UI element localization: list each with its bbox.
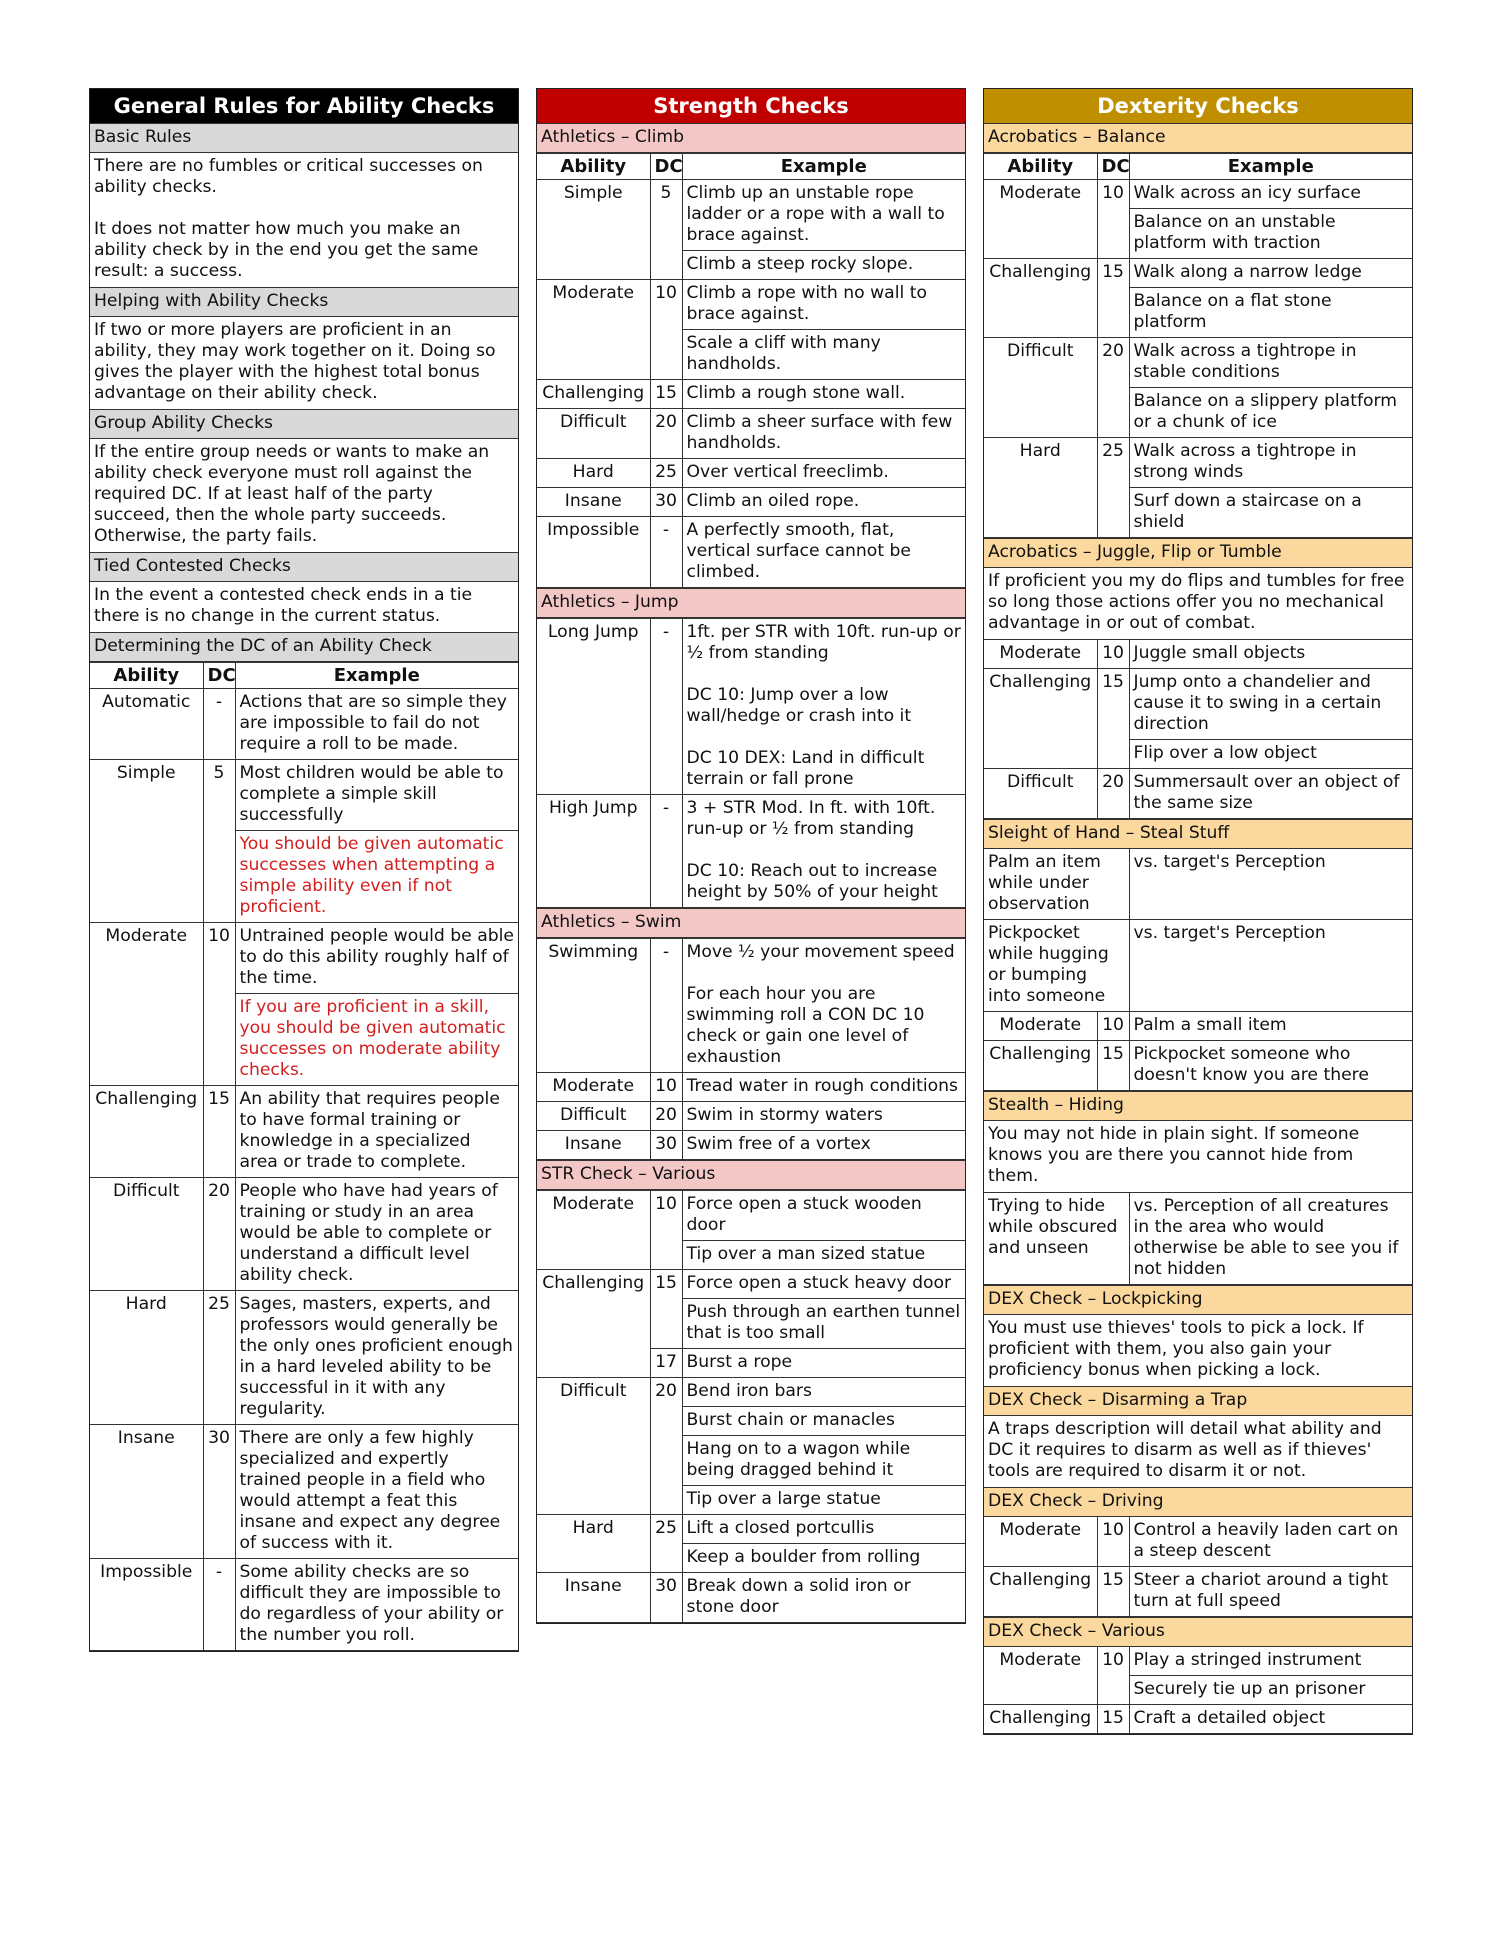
dc-cell: 10: [203, 923, 235, 1086]
example-cell: Sages, masters, experts, and professors would generally be the only ones proficient enough in a hard leveled ability to be successful in it with any regularity.: [235, 1291, 518, 1425]
lockpicking-text: You must use thieves' tools to pick a lock. If proficient with them, you also gain your proficiency bonus when picking a lock.: [988, 1318, 1364, 1380]
example-cell: [682, 619, 965, 795]
dc-cell: 15: [1097, 669, 1129, 769]
sleight-table: [984, 849, 1412, 1091]
example-cell: Force open a stuck heavy door: [682, 1270, 965, 1299]
strength-panel: [536, 123, 966, 1624]
climb-header: Athletics – Climb: [537, 123, 965, 153]
table-row: [537, 459, 965, 488]
long-jump-p2: DC 10: Jump over a low wall/hedge or crash into it: [686, 685, 912, 726]
ability-cell: Hard: [90, 1291, 203, 1425]
example-cell: Burst chain or manacles: [682, 1407, 965, 1436]
ability-cell: Moderate: [984, 640, 1097, 669]
example-cell: Craft a detailed object: [1129, 1705, 1412, 1734]
dc-cell: 20: [203, 1178, 235, 1291]
example-cell: Walk across a tightrope in strong winds: [1129, 438, 1412, 488]
table-row: [90, 923, 518, 994]
example-cell: Summersault over an object of the same size: [1129, 769, 1412, 819]
ability-cell: Hard: [537, 459, 650, 488]
example-cell: Lift a closed portcullis: [682, 1515, 965, 1544]
dc-cell: 10: [1097, 1012, 1129, 1041]
basic-rules-p1: There are no fumbles or critical successes on ability checks.: [94, 156, 483, 197]
table-row: [90, 1559, 518, 1651]
dex-various-header: DEX Check – Various: [984, 1617, 1412, 1647]
example-cell: Surf down a staircase on a shield: [1129, 488, 1412, 538]
ability-cell: Challenging: [984, 1041, 1097, 1091]
strength-title: Strength Checks: [536, 88, 966, 123]
example-cell: Scale a cliff with many handholds.: [682, 330, 965, 380]
balance-table: [984, 153, 1412, 538]
dc-cell: 10: [1097, 1647, 1129, 1705]
dc-cell: 25: [650, 459, 682, 488]
swim-header: Athletics – Swim: [537, 908, 965, 938]
note-cell: If you are proficient in a skill, you should be given automatic successes on moderate ability checks.: [235, 994, 518, 1086]
example-cell: Over vertical freeclimb.: [682, 459, 965, 488]
dc-cell: 25: [203, 1291, 235, 1425]
dc-cell: 15: [650, 1270, 682, 1349]
ability-cell: Long Jump: [537, 619, 650, 795]
table-row: [984, 1041, 1412, 1091]
ability-cell: Moderate: [537, 280, 650, 380]
table-row: [537, 1102, 965, 1131]
example-cell: Actions that are so simple they are impossible to fail do not require a roll to be made.: [235, 689, 518, 760]
table-row: [537, 1378, 965, 1407]
example-cell: Climb a sheer surface with few handholds.: [682, 409, 965, 459]
ability-cell: Challenging: [537, 1270, 650, 1378]
ability-cell: Challenging: [984, 1567, 1097, 1617]
dc-cell: 10: [650, 280, 682, 380]
ability-cell: Moderate: [984, 1647, 1097, 1705]
dc-cell: 30: [650, 488, 682, 517]
table-row: [537, 517, 965, 588]
jump-header: Athletics – Jump: [537, 588, 965, 618]
ability-cell: Moderate: [984, 180, 1097, 259]
ability-cell: Impossible: [90, 1559, 203, 1651]
dc-cell: 10: [650, 1073, 682, 1102]
ability-cell: Difficult: [537, 409, 650, 459]
dc-cell: -: [650, 795, 682, 908]
table-row: [90, 1425, 518, 1559]
sleight-action-cell: Pickpocket while hugging or bumping into someone: [984, 920, 1129, 1012]
ability-cell: Moderate: [984, 1012, 1097, 1041]
example-cell: Juggle small objects: [1129, 640, 1412, 669]
col-dc-header: DC: [203, 663, 235, 689]
example-cell: Steer a chariot around a tight turn at full speed: [1129, 1567, 1412, 1617]
ability-cell: Insane: [537, 1131, 650, 1160]
ability-cell: Difficult: [984, 769, 1097, 819]
str-various-header: STR Check – Various: [537, 1160, 965, 1190]
dc-table: [90, 662, 518, 1651]
example-cell: Untrained people would be able to do this ability roughly half of the time.: [235, 923, 518, 994]
jump-table: [537, 618, 965, 908]
table-row: [537, 1131, 965, 1160]
example-cell: Tip over a man sized statue: [682, 1241, 965, 1270]
dc-cell: 25: [1097, 438, 1129, 538]
dc-cell: -: [650, 939, 682, 1073]
ability-cell: Difficult: [90, 1178, 203, 1291]
example-cell: Push through an earthen tunnel that is too small: [682, 1299, 965, 1349]
table-row: [537, 180, 965, 251]
col-example-header: Example: [235, 663, 518, 689]
example-cell: A perfectly smooth, flat, vertical surface cannot be climbed.: [682, 517, 965, 588]
example-cell: Climb up an unstable rope ladder or a rope with a wall to brace against.: [682, 180, 965, 251]
group-checks-text: If the entire group needs or wants to make an ability check everyone must roll against the required DC. If at least half of the party succeed, then the whole party succeeds. Otherwise, the party fails.: [94, 442, 490, 546]
juggle-table: [984, 640, 1412, 819]
helping-header: Helping with Ability Checks: [90, 287, 518, 317]
table-row: [90, 760, 518, 831]
swimming-p1: Move ½ your movement speed: [686, 942, 955, 962]
note-cell: You should be given automatic successes when attempting a simple ability even if not proficient.: [235, 831, 518, 923]
ability-cell: Insane: [537, 1573, 650, 1623]
ability-cell: Difficult: [537, 1102, 650, 1131]
example-cell: Walk across an icy surface: [1129, 180, 1412, 209]
dc-section-header: Determining the DC of an Ability Check: [90, 632, 518, 662]
example-cell: Securely tie up an prisoner: [1129, 1676, 1412, 1705]
table-row: [984, 338, 1412, 388]
ability-cell: Hard: [537, 1515, 650, 1573]
group-checks-header: Group Ability Checks: [90, 409, 518, 439]
example-cell: Climb a rough stone wall.: [682, 380, 965, 409]
ability-cell: Moderate: [984, 1517, 1097, 1567]
example-cell: Some ability checks are so difficult they are impossible to do regardless of your ability or the number you roll.: [235, 1559, 518, 1651]
sleight-vs-cell: vs. target's Perception: [1129, 920, 1412, 1012]
table-row: [90, 1178, 518, 1291]
table-row: [984, 180, 1412, 209]
driving-table: [984, 1517, 1412, 1617]
general-rules-title: General Rules for Ability Checks: [89, 88, 519, 123]
juggle-header: Acrobatics – Juggle, Flip or Tumble: [984, 538, 1412, 568]
table-row: [537, 380, 965, 409]
dc-cell: 5: [650, 180, 682, 280]
high-jump-p1: 3 + STR Mod. In ft. with 10ft. run-up or ½ from standing: [686, 798, 936, 839]
ability-cell: Insane: [537, 488, 650, 517]
ability-cell: Swimming: [537, 939, 650, 1073]
example-cell: [682, 795, 965, 908]
trap-text: A traps description will detail what ability and DC it requires to disarm as well as if thieves' tools are required to disarm it or not.: [988, 1419, 1382, 1481]
table-row: [90, 1291, 518, 1425]
table-row: [537, 619, 965, 795]
example-cell: An ability that requires people to have formal training or knowledge in a specialized area or trade to complete.: [235, 1086, 518, 1178]
dc-cell: -: [203, 689, 235, 760]
table-row: [537, 1515, 965, 1544]
helping-text: If two or more players are proficient in an ability, they may work together on it. Doing so gives the player with the highest total bonus advantage on their ability check.: [94, 320, 496, 403]
stealth-vs-cell: vs. Perception of all creatures in the area who would otherwise be able to see you if not hidden: [1129, 1193, 1412, 1285]
example-cell: [682, 939, 965, 1073]
example-cell: Swim in stormy waters: [682, 1102, 965, 1131]
table-row: [537, 488, 965, 517]
ability-cell: Simple: [537, 180, 650, 280]
dc-cell: 10: [1097, 180, 1129, 259]
table-row: [984, 849, 1412, 920]
table-row: [537, 409, 965, 459]
stealth-text: You may not hide in plain sight. If someone knows you are there you cannot hide from them.: [984, 1121, 1412, 1193]
example-cell: People who have had years of training or study in an area would be able to complete or understand a difficult level ability check.: [235, 1178, 518, 1291]
dc-cell: -: [650, 619, 682, 795]
col-dc-header: DC: [1097, 154, 1129, 180]
ability-cell: Difficult: [537, 1378, 650, 1515]
table-row: [537, 1191, 965, 1241]
example-cell: Break down a solid iron or stone door: [682, 1573, 965, 1623]
table-row: [984, 669, 1412, 740]
stealth-header: Stealth – Hiding: [984, 1091, 1412, 1121]
general-rules-panel: [89, 123, 519, 1652]
basic-rules-p2: It does not matter how much you make an ability check by in the end you get the same result: a success.: [94, 219, 479, 281]
example-cell: Climb a steep rocky slope.: [682, 251, 965, 280]
ability-cell: Moderate: [90, 923, 203, 1086]
dc-cell: 30: [203, 1425, 235, 1559]
table-row: [984, 1012, 1412, 1041]
table-row: [984, 259, 1412, 288]
example-cell: Balance on an unstable platform with traction: [1129, 209, 1412, 259]
example-cell: Burst a rope: [682, 1349, 965, 1378]
dc-cell: 20: [650, 1378, 682, 1515]
col-ability-header: Ability: [90, 663, 203, 689]
ability-cell: Moderate: [537, 1073, 650, 1102]
sleight-vs-cell: vs. target's Perception: [1129, 849, 1412, 920]
example-cell: Pickpocket someone who doesn't know you are there: [1129, 1041, 1412, 1091]
col-example-header: Example: [682, 154, 965, 180]
table-row: [537, 795, 965, 908]
table-row: [90, 1086, 518, 1178]
trap-header: DEX Check – Disarming a Trap: [984, 1386, 1412, 1416]
dc-cell: 25: [650, 1515, 682, 1573]
dc-cell: 15: [203, 1086, 235, 1178]
example-cell: Swim free of a vortex: [682, 1131, 965, 1160]
long-jump-p1: 1ft. per STR with 10ft. run-up or ½ from standing: [686, 622, 961, 663]
example-cell: Walk along a narrow ledge: [1129, 259, 1412, 288]
dexterity-column: [983, 88, 1413, 1735]
example-cell: Climb a rope with no wall to brace against.: [682, 280, 965, 330]
swimming-p2: For each hour you are swimming roll a CON DC 10 check or gain one level of exhaustion: [686, 984, 925, 1067]
dexterity-title: Dexterity Checks: [983, 88, 1413, 123]
dc-cell: 20: [650, 1102, 682, 1131]
dc-cell: 10: [1097, 1517, 1129, 1567]
example-cell: Play a stringed instrument: [1129, 1647, 1412, 1676]
table-row: [984, 1567, 1412, 1617]
example-cell: Walk across a tightrope in stable conditions: [1129, 338, 1412, 388]
dexterity-panel: [983, 123, 1413, 1735]
col-ability-header: Ability: [537, 154, 650, 180]
table-row: [90, 689, 518, 760]
example-cell: Balance on a flat stone platform: [1129, 288, 1412, 338]
example-cell: There are only a few highly specialized and expertly trained people in a field who would attempt a feat this insane and expect any degree of success with it.: [235, 1425, 518, 1559]
example-cell: Force open a stuck wooden door: [682, 1191, 965, 1241]
dc-cell: 10: [1097, 640, 1129, 669]
sleight-action-cell: Palm an item while under observation: [984, 849, 1129, 920]
col-example-header: Example: [1129, 154, 1412, 180]
table-row: [984, 1647, 1412, 1676]
str-various-table: [537, 1190, 965, 1623]
dc-cell: 15: [650, 380, 682, 409]
example-cell: Climb an oiled rope.: [682, 488, 965, 517]
dc-cell: 15: [1097, 259, 1129, 338]
dex-various-table: [984, 1647, 1412, 1734]
example-cell: Control a heavily laden cart on a steep descent: [1129, 1517, 1412, 1567]
ability-cell: Hard: [984, 438, 1097, 538]
example-cell: Most children would be able to complete a simple skill successfully: [235, 760, 518, 831]
col-dc-header: DC: [650, 154, 682, 180]
ability-cell: Simple: [90, 760, 203, 923]
dc-cell: 20: [1097, 338, 1129, 438]
ability-cell: Challenging: [984, 669, 1097, 769]
table-row: [984, 1193, 1412, 1285]
ability-cell: Difficult: [984, 338, 1097, 438]
dc-cell: 30: [650, 1131, 682, 1160]
ability-cell: Impossible: [537, 517, 650, 588]
basic-rules-text: [90, 153, 518, 287]
dc-cell: 15: [1097, 1705, 1129, 1734]
dc-cell: 17: [650, 1349, 682, 1378]
example-cell: Bend iron bars: [682, 1378, 965, 1407]
table-row: [984, 438, 1412, 488]
example-cell: Tread water in rough conditions: [682, 1073, 965, 1102]
stealth-action-cell: Trying to hide while obscured and unseen: [984, 1193, 1129, 1285]
general-rules-column: [89, 88, 519, 1652]
balance-header: Acrobatics – Balance: [984, 123, 1412, 153]
table-row: [537, 939, 965, 1073]
table-row: [984, 640, 1412, 669]
table-row: [537, 1573, 965, 1623]
ability-cell: High Jump: [537, 795, 650, 908]
ability-cell: Challenging: [537, 380, 650, 409]
strength-column: [536, 88, 966, 1624]
driving-header: DEX Check – Driving: [984, 1487, 1412, 1517]
table-row: [984, 1705, 1412, 1734]
dc-cell: -: [203, 1559, 235, 1651]
ability-cell: Challenging: [984, 1705, 1097, 1734]
dc-cell: 5: [203, 760, 235, 923]
basic-rules-header: Basic Rules: [90, 123, 518, 153]
lockpicking-header: DEX Check – Lockpicking: [984, 1285, 1412, 1315]
ability-cell: Insane: [90, 1425, 203, 1559]
example-cell: Balance on a slippery platform or a chunk of ice: [1129, 388, 1412, 438]
juggle-text: If proficient you my do flips and tumbles for free so long those actions offer you no mechanical advantage in or out of combat.: [984, 568, 1412, 640]
stealth-table: [984, 1193, 1412, 1285]
long-jump-p3: DC 10 DEX: Land in difficult terrain or fall prone: [686, 748, 925, 789]
dc-cell: 20: [650, 409, 682, 459]
table-row: [537, 1073, 965, 1102]
example-cell: Jump onto a chandelier and cause it to swing in a certain direction: [1129, 669, 1412, 740]
col-ability-header: Ability: [984, 154, 1097, 180]
climb-table: [537, 153, 965, 588]
example-cell: Hang on to a wagon while being dragged behind it: [682, 1436, 965, 1486]
table-row: [984, 769, 1412, 819]
dc-cell: 10: [650, 1191, 682, 1270]
swim-table: [537, 938, 965, 1160]
example-cell: Palm a small item: [1129, 1012, 1412, 1041]
tied-checks-text: In the event a contested check ends in a tie there is no change in the current status.: [94, 585, 473, 626]
ability-cell: Challenging: [90, 1086, 203, 1178]
dc-cell: -: [650, 517, 682, 588]
table-row: [984, 920, 1412, 1012]
ability-cell: Moderate: [537, 1191, 650, 1270]
tied-checks-header: Tied Contested Checks: [90, 552, 518, 582]
ability-cell: Automatic: [90, 689, 203, 760]
table-row: [537, 1270, 965, 1299]
table-row: [984, 1517, 1412, 1567]
high-jump-p2: DC 10: Reach out to increase height by 50% of your height: [686, 861, 938, 902]
example-cell: Keep a boulder from rolling: [682, 1544, 965, 1573]
dc-cell: 30: [650, 1573, 682, 1623]
ability-cell: Challenging: [984, 259, 1097, 338]
dc-cell: 15: [1097, 1041, 1129, 1091]
example-cell: Tip over a large statue: [682, 1486, 965, 1515]
dc-cell: 15: [1097, 1567, 1129, 1617]
example-cell: Flip over a low object: [1129, 740, 1412, 769]
dc-cell: 20: [1097, 769, 1129, 819]
table-row: [537, 280, 965, 330]
sleight-header: Sleight of Hand – Steal Stuff: [984, 819, 1412, 849]
